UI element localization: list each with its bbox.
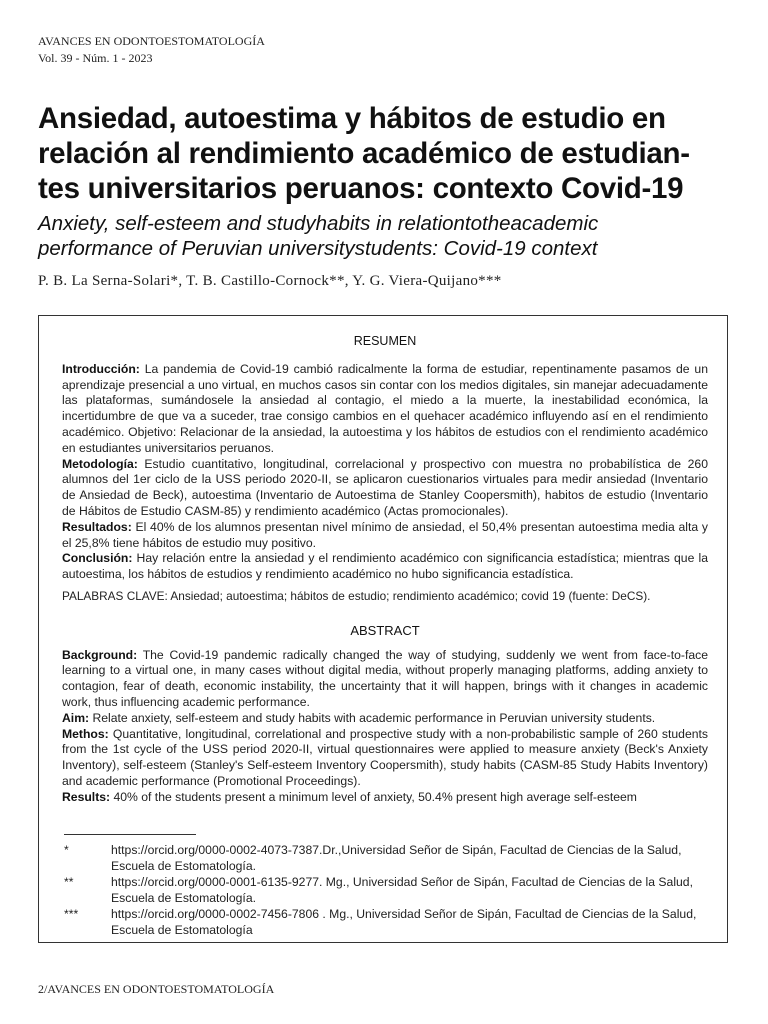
subtitle-line: Anxiety, self-esteem and studyhabits in relationtotheacademic xyxy=(38,212,599,235)
footnote-text: https://orcid.org/0000-0001-6135-9277. Mg., Universidad Señor de Sipán, Facultad de Ciencias de la Salud, Escuela de Estomatología. xyxy=(111,875,693,905)
bg-label: Background: xyxy=(62,647,138,662)
resumen-introduccion xyxy=(62,362,708,457)
intro-text: La pandemia de Covid-19 cambió radicalmente la forma de estudiar, repentinamente pasamos de un aprendizaje presencial a uno virtual, en muchos casos sin contar con los medios digitales, sin manejar adecuadamente las plataformas, sumándosele la ansiedad al contagio, el miedo a la muerte, la inestabilidad económica, la incertidumbre de que va a suceder, trae consigo cambios en el quehacer académico influyendo así en el rendimiento académico. Objetivo: Relacionar de la ansiedad, la autoestima y los hábitos de estudios con el rendimiento académico en estudiantes universitarios peruanos. xyxy=(62,361,708,455)
journal-header xyxy=(38,33,265,67)
concl-text: Hay relación entre la ansiedad y el rendimiento académico con significancia estadística; mientras que la autoestima, los hábitos de estudios y rendimiento académico no hubo significancia estadística. xyxy=(62,551,708,582)
metodo-label: Metodología: xyxy=(62,456,138,471)
footnote-text: https://orcid.org/0000-0002-7456-7806 . Mg., Universidad Señor de Sipán, Facultad de Ciencias de la Salud, Escuela de Estomatología xyxy=(111,907,697,937)
footnote-mark: *** xyxy=(64,907,79,921)
footnote-item xyxy=(64,842,712,874)
title-line: tes universitarios peruanos: contexto Covid-19 xyxy=(38,172,684,205)
footnote-text: https://orcid.org/0000-0002-4073-7387.Dr.,Universidad Señor de Sipán, Facultad de Ciencias de la Salud, Escuela de Estomatología. xyxy=(111,843,682,873)
article-subtitle xyxy=(38,211,738,261)
results-label: Results: xyxy=(62,789,111,804)
resumen-resultados xyxy=(62,520,708,552)
kw-label: PALABRAS CLAVE: xyxy=(62,588,168,603)
page-footer: 2/AVANCES EN ODONTOESTOMATOLOGÍA xyxy=(38,982,275,996)
footnote-divider xyxy=(64,834,196,835)
results-text: 40% of the students present a minimum level of anxiety, 50.4% present high average self-esteem xyxy=(110,789,637,804)
footnote-item xyxy=(64,906,712,938)
metodo-text: Estudio cuantitativo, longitudinal, correlacional y prospectivo con muestra no probabilística de 260 alumnos del 1er ciclo de la USS periodo 2020-II, se aplicaron cuestionarios virtuales para medir ansiedad (Inventario de Ansiedad de Beck), autoestima (Inventario de Autoestima de Stanley Coopersmith), habitos de estudio (Inventario de Hábitos de Estudio CASM-85) y rendimiento académico (Actas promocionales). xyxy=(62,456,708,518)
journal-volume: Vol. 39 - Núm. 1 - 2023 xyxy=(38,51,153,65)
abstract-heading: ABSTRACT xyxy=(350,622,420,638)
result-label: Resultados: xyxy=(62,519,132,534)
methos-label: Methos: xyxy=(62,726,109,741)
result-text: El 40% de los alumnos presentan nivel mínimo de ansiedad, el 50,4% presentan autoestima media alta y el 25,8% tiene hábitos de estudio muy positivo. xyxy=(62,519,708,550)
aim-label: Aim: xyxy=(62,710,90,725)
bg-text: The Covid-19 pandemic radically changed the way of studying, suddenly we went from face-to-face learning to a virtual one, in many cases without digital media, without properly managing platforms, adding anxiety to contagion, fear of death, economic instability, the uncertainty that it will happen, brings with it changes in academic work, thus influencing academic performance. xyxy=(62,647,708,709)
concl-label: Conclusión: xyxy=(62,551,133,566)
footnote-item xyxy=(64,874,712,906)
abstract-aim xyxy=(62,711,708,727)
palabras-clave xyxy=(62,589,708,605)
journal-name: AVANCES EN ODONTOESTOMATOLOGÍA xyxy=(38,34,265,48)
authors: P. B. La Serna-Solari*, T. B. Castillo-Cornock**, Y. G. Viera-Quijano*** xyxy=(38,273,502,289)
title-line: relación al rendimiento académico de estudian- xyxy=(38,137,690,170)
methos-text: Quantitative, longitudinal, correlational and prospective study with a non-probabilistic sample of 260 students from the 1st cycle of the USS period 2020-II, virtual questionnaires were applied to measure anxiety (Beck's Anxiety Inventory), self-esteem (Stanley's Self-esteem Inventory Coopersmith), study habits (CASM-85 Study Habits Inventory) and academic performance (Promotional Proceedings). xyxy=(62,726,708,788)
abstract-results xyxy=(62,790,708,806)
intro-label: Introducción: xyxy=(62,361,140,376)
kw-text: Ansiedad; autoestima; hábitos de estudio; rendimiento académico; covid 19 (fuente: DeCS). xyxy=(167,588,651,603)
footnote-mark: ** xyxy=(64,875,74,889)
footnote-mark: * xyxy=(64,843,69,857)
abstract-methos xyxy=(62,727,708,790)
resumen-metodologia xyxy=(62,457,708,520)
aim-text: Relate anxiety, self-esteem and study habits with academic performance in Peruvian university students. xyxy=(89,710,656,725)
subtitle-line: performance of Peruvian universitystudents: Covid-19 context xyxy=(38,237,598,260)
title-line: Ansiedad, autoestima y hábitos de estudio en xyxy=(38,102,666,135)
footnotes xyxy=(64,842,712,938)
article-title xyxy=(38,101,738,206)
resumen-heading: RESUMEN xyxy=(353,334,417,348)
resumen-conclusion xyxy=(62,551,708,583)
abstract-background xyxy=(62,648,708,711)
